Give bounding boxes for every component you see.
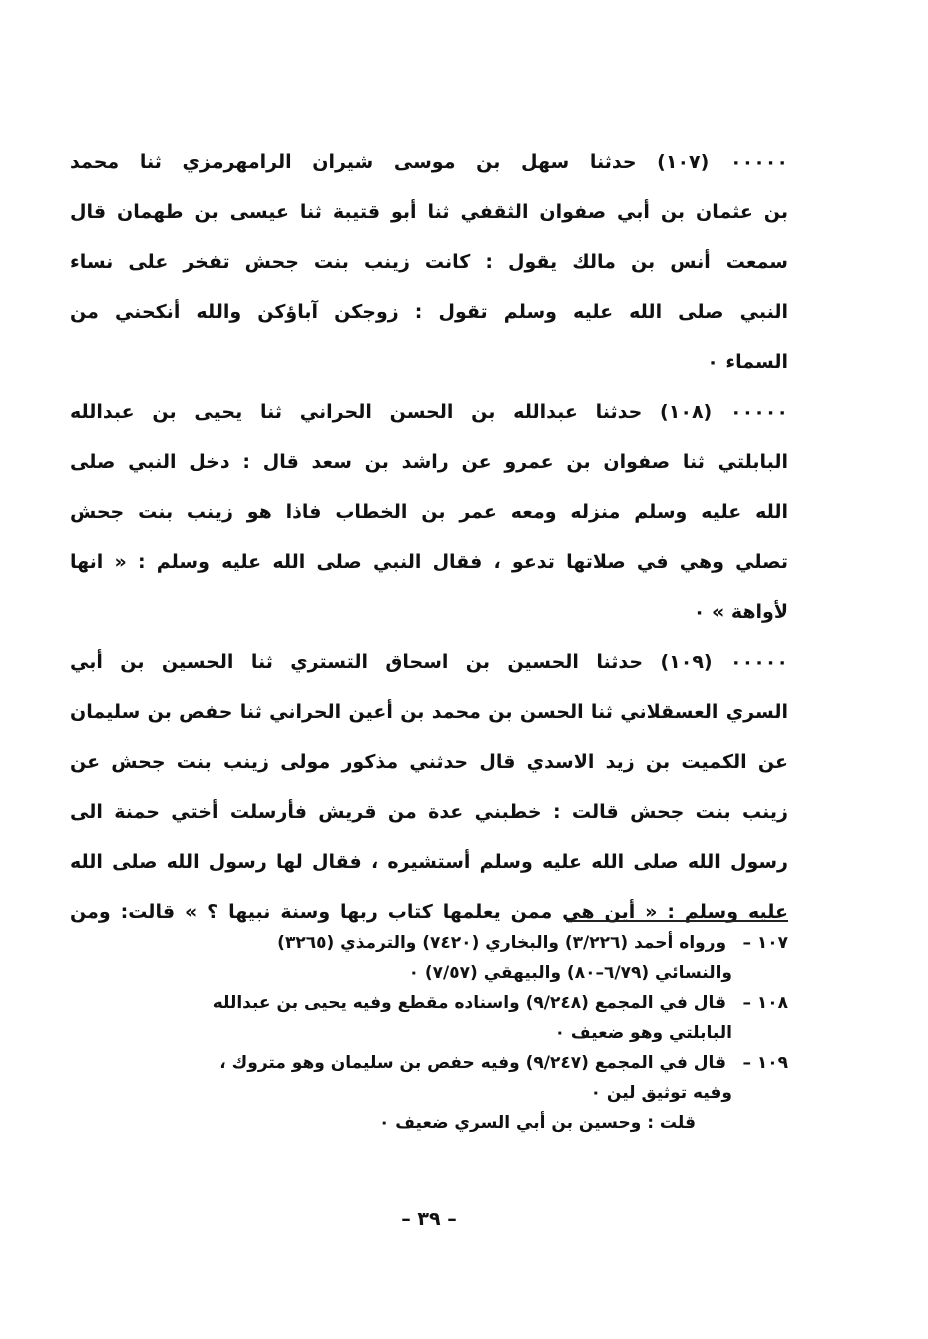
footnote-continuation: والنسائي (٦/٧٩–٨٠) والبيهقي (٧/٥٧) ٠ <box>408 963 732 983</box>
text-line: رسول الله صلى الله عليه وسلم أستشيره ، فقال لها رسول الله صلى الله <box>70 851 788 873</box>
footnote-continuation: البابلتي وهو ضعيف ٠ <box>554 1023 732 1043</box>
footnote-107 <box>70 928 788 958</box>
text-line: زينب بنت جحش قالت : خطبني عدة من قريش فأرسلت أختي حمنة الى <box>70 801 788 823</box>
footnote-text: قال في المجمع (٩/٢٤٨) واسناده مقطع وفيه يحيى بن عبدالله <box>212 993 727 1013</box>
footnote-108 <box>70 988 788 1018</box>
footnote-continuation: وفيه توثيق لين ٠ <box>590 1083 732 1103</box>
text-line: تصلي وهي في صلاتها تدعو ، فقال النبي صلى الله عليه وسلم : « انها <box>70 551 788 573</box>
text-line: السماء ٠ <box>707 351 788 373</box>
text-line: ٠٠٠٠٠ (١٠٧) حدثنا سهل بن موسى شيران الرامهرمزي ثنا محمد <box>70 151 788 173</box>
footnote-number: ١٠٩ – <box>742 1053 788 1073</box>
text-line: البابلتي ثنا صفوان بن عمرو عن راشد بن سعد قال : دخل النبي صلى <box>70 451 788 473</box>
text-line: بن عثمان بن أبي صفوان الثقفي ثنا أبو قتيبة ثنا عيسى بن طهمان قال <box>70 201 788 223</box>
footnote-number: ١٠٧ – <box>742 933 788 953</box>
text-line: ٠٠٠٠٠ (١٠٩) حدثنا الحسين بن اسحاق التستري ثنا الحسين بن أبي <box>70 651 788 673</box>
text-line: لأواهة » ٠ <box>693 601 788 623</box>
footnote-divider <box>566 920 788 922</box>
text-line: ٠٠٠٠٠ (١٠٨) حدثنا عبدالله بن الحسن الحراني ثنا يحيى بن عبدالله <box>70 401 788 423</box>
footnotes <box>70 928 788 1138</box>
footnote-text: قال في المجمع (٩/٢٤٧) وفيه حفص بن سليمان وهو متروك ، <box>219 1053 727 1073</box>
text-line: سمعت أنس بن مالك يقول : كانت زينب بنت جحش تفخر على نساء <box>70 251 788 273</box>
document-page <box>70 0 788 1339</box>
text-line: الله عليه وسلم منزله ومعه عمر بن الخطاب فاذا هو زينب بنت جحش <box>70 501 788 523</box>
text-line: عليه وسلم : « أين هي ممن يعلمها كتاب ربها وسنة نبيها ؟ » قالت: ومن <box>70 901 788 923</box>
footnote-remark: قلت : وحسين بن أبي السري ضعيف ٠ <box>378 1113 696 1133</box>
footnote-text: ورواه أحمد (٣/٢٢٦) والبخاري (٧٤٢٠) والترمذي (٣٢٦٥) <box>277 933 727 953</box>
hadith-109 <box>70 637 788 937</box>
text-line: عن الكميت بن زيد الاسدي قال حدثني مذكور مولى زينب بنت جحش عن <box>70 751 788 773</box>
footnote-number: ١٠٨ – <box>742 993 788 1013</box>
page-number: – ٣٩ – <box>401 1208 457 1230</box>
text-line: السري العسقلاني ثنا الحسن بن محمد بن أعين الحراني ثنا حفص بن سليمان <box>70 701 788 723</box>
hadith-108 <box>70 387 788 637</box>
text-line: النبي صلى الله عليه وسلم تقول : زوجكن آباؤكن والله أنكحني من <box>70 301 788 323</box>
footnote-109 <box>70 1048 788 1078</box>
hadith-107 <box>70 137 788 387</box>
